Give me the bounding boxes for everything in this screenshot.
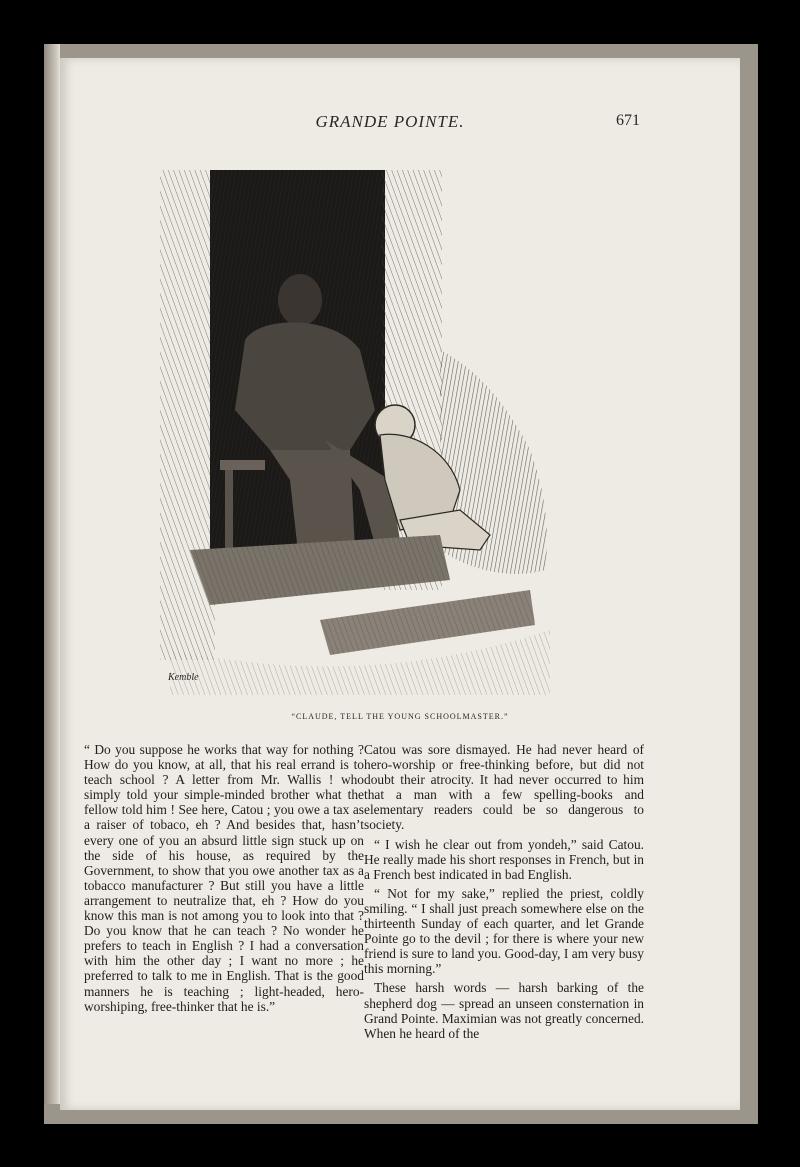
page-number: 671 — [616, 112, 640, 129]
paragraph: These harsh words — harsh barking of the shepherd dog — spread an unseen consternation in Grand Pointe. Maximian was not greatly concerned. When he heard of the — [364, 980, 644, 1041]
illustration-caption: “CLAUDE, TELL THE YOUNG SCHOOLMASTER.” — [291, 712, 509, 721]
artist-signature: Kemble — [168, 672, 199, 683]
body-column-right — [364, 742, 644, 1041]
paragraph: Catou was sore dismayed. He had never heard of hero-worship or free-thinking before, but did not doubt their atrocity. It had never occurred to him that a man with a few spelling-books and elementary readers could be so dangerous to society. — [364, 742, 644, 833]
running-title: GRANDE POINTE. — [315, 112, 465, 131]
engraving-illustration-icon — [150, 150, 570, 700]
running-head — [60, 112, 740, 136]
paragraph: “ Do you suppose he works that way for nothing ? How do you know, at all, that his real errand is to teach school ? A letter from Mr. Wallis ! who simply told your simple-minded brother what the fellow told him ! See here, Catou ; you owe a tax as a raiser of tobaco, eh ? And besides that, hasn’t every one of you an absurd little sign stuck up on the side of his house, as required by the Government, to show that you owe another tax as a tobacco manufacturer ? But still you have a little arrangement to neutralize that, eh ? How do you know this man is not among you to look into that ? Do you know that he can teach ? No wonder he prefers to teach in English ? I had a conversation with him the other day ; I want no more ; he preferred to talk to me in English. That is the good manners he is teaching ; light-headed, hero-worshiping, free-thinker that he is.” — [84, 742, 364, 1014]
paragraph: “ Not for my sake,” replied the priest, coldly smiling. “ I shall just preach somewhere else on the thirteenth Sunday of each quarter, and let Grande Pointe go to the devil ; for there is where your new friend is sure to land you. Good-day, I am very busy this morning.” — [364, 885, 644, 977]
page-gutter — [44, 44, 60, 1104]
paragraph: “ I wish he clear out from yondeh,” said Catou. He really made his short responses in French, but in a French best indicated in bad English. — [364, 836, 644, 882]
body-column-left — [84, 742, 364, 1014]
